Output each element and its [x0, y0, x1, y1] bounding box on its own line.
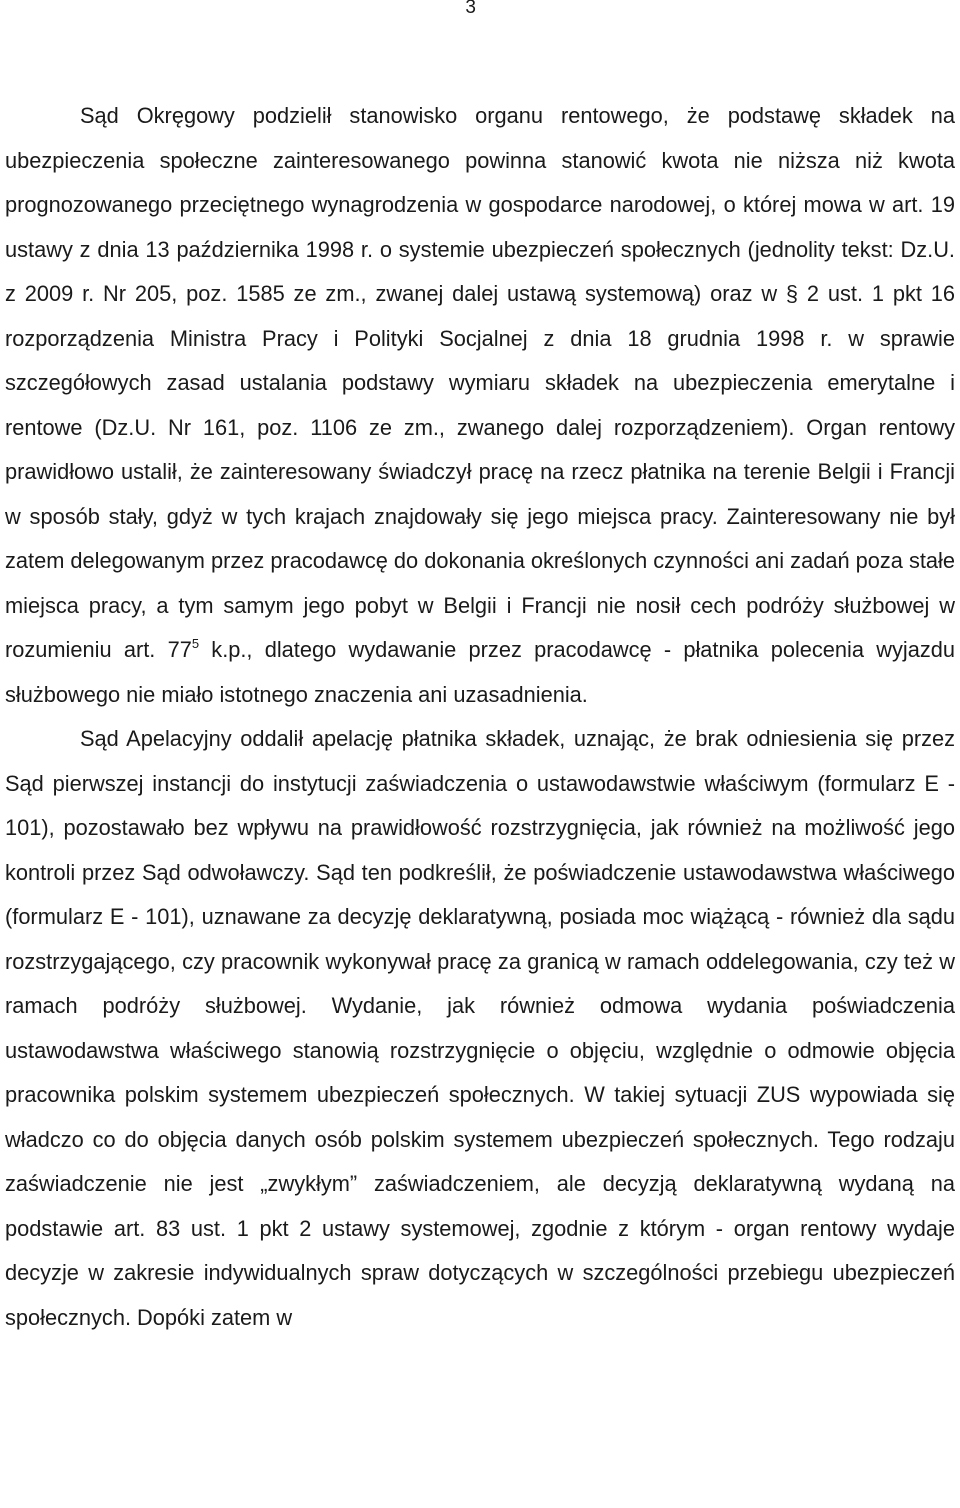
paragraph-2: Sąd Apelacyjny oddalił apelację płatnika składek, uznając, że brak odniesienia się przez Sąd pierwszej instancji do instytucji zaświadczenia o ustawodawstwie właściwym (formularz E - 101), pozostawało bez wpływu na prawidłowość rozstrzygnięcia, jak również na możliwość jego kontroli przez Sąd odwoławczy. Sąd ten podkreślił, że poświadczenie ustawodawstwa właściwego (formularz E - 101), uznawane za decyzję deklaratywną, posiada moc wiążącą - również dla sądu rozstrzygającego, czy pracownik wykonywał pracę za granicą w ramach oddelegowania, czy też w ramach podróży służbowej. Wydanie, jak również odmowa wydania poświadczenia ustawodawstwa właściwego stanowią rozstrzygnięcie o objęciu, względnie o odmowie objęcia pracownika polskim systemem ubezpieczeń społecznych. W takiej sytuacji ZUS wypowiada się władczo co do objęcia danych osób polskim systemem ubezpieczeń społecznych. Tego rodzaju zaświadczenie nie jest „zwykłym” zaświadczeniem, ale decyzją deklaratywną wydaną na podstawie art. 83 ust. 1 pkt 2 ustawy systemowej, zgodnie z którym - organ rentowy wydaje decyzje w zakresie indywidualnych spraw dotyczących w szczególności przebiegu ubezpieczeń społecznych. Dopóki zatem w — [5, 726, 955, 1330]
page-number: 3 — [465, 0, 476, 18]
article-superscript: 5 — [191, 636, 200, 651]
paragraph-1 — [5, 94, 955, 717]
paragraph-1-text-continued: k.p., dlatego wydawanie przez pracodawcę - płatnika polecenia wyjazdu służbowego nie miało istotnego znaczenia ani uzasadnienia. — [5, 637, 955, 707]
document-body — [5, 94, 955, 1340]
paragraph-1-text: Sąd Okręgowy podzielił stanowisko organu rentowego, że podstawę składek na ubezpieczenia społeczne zainteresowanego powinna stanowić kwota nie niższa niż kwota prognozowanego przeciętnego wynagrodzenia w gospodarce narodowej, o której mowa w art. 19 ustawy z dnia 13 października 1998 r. o systemie ubezpieczeń społecznych (jednolity tekst: Dz.U. z 2009 r. Nr 205, poz. 1585 ze zm., zwanej dalej ustawą systemową) oraz w § 2 ust. 1 pkt 16 rozporządzenia Ministra Pracy i Polityki Socjalnej z dnia 18 grudnia 1998 r. w sprawie szczegółowych zasad ustalania podstawy wymiaru składek na ubezpieczenia emerytalne i rentowe (Dz.U. Nr 161, poz. 1106 ze zm., zwanego dalej rozporządzeniem). Organ rentowy prawidłowo ustalił, że zainteresowany świadczył pracę na rzecz płatnika na terenie Belgii i Francji w sposób stały, gdyż w tych krajach znajdowały się jego miejsca pracy. Zainteresowany nie był zatem delegowanym przez pracodawcę do dokonania określonych czynności ani zadań poza stałe miejsca pracy, a tym samym jego pobyt w Belgii i Francji nie nosił cech podróży służbowej w rozumieniu art. 77 — [5, 103, 955, 662]
